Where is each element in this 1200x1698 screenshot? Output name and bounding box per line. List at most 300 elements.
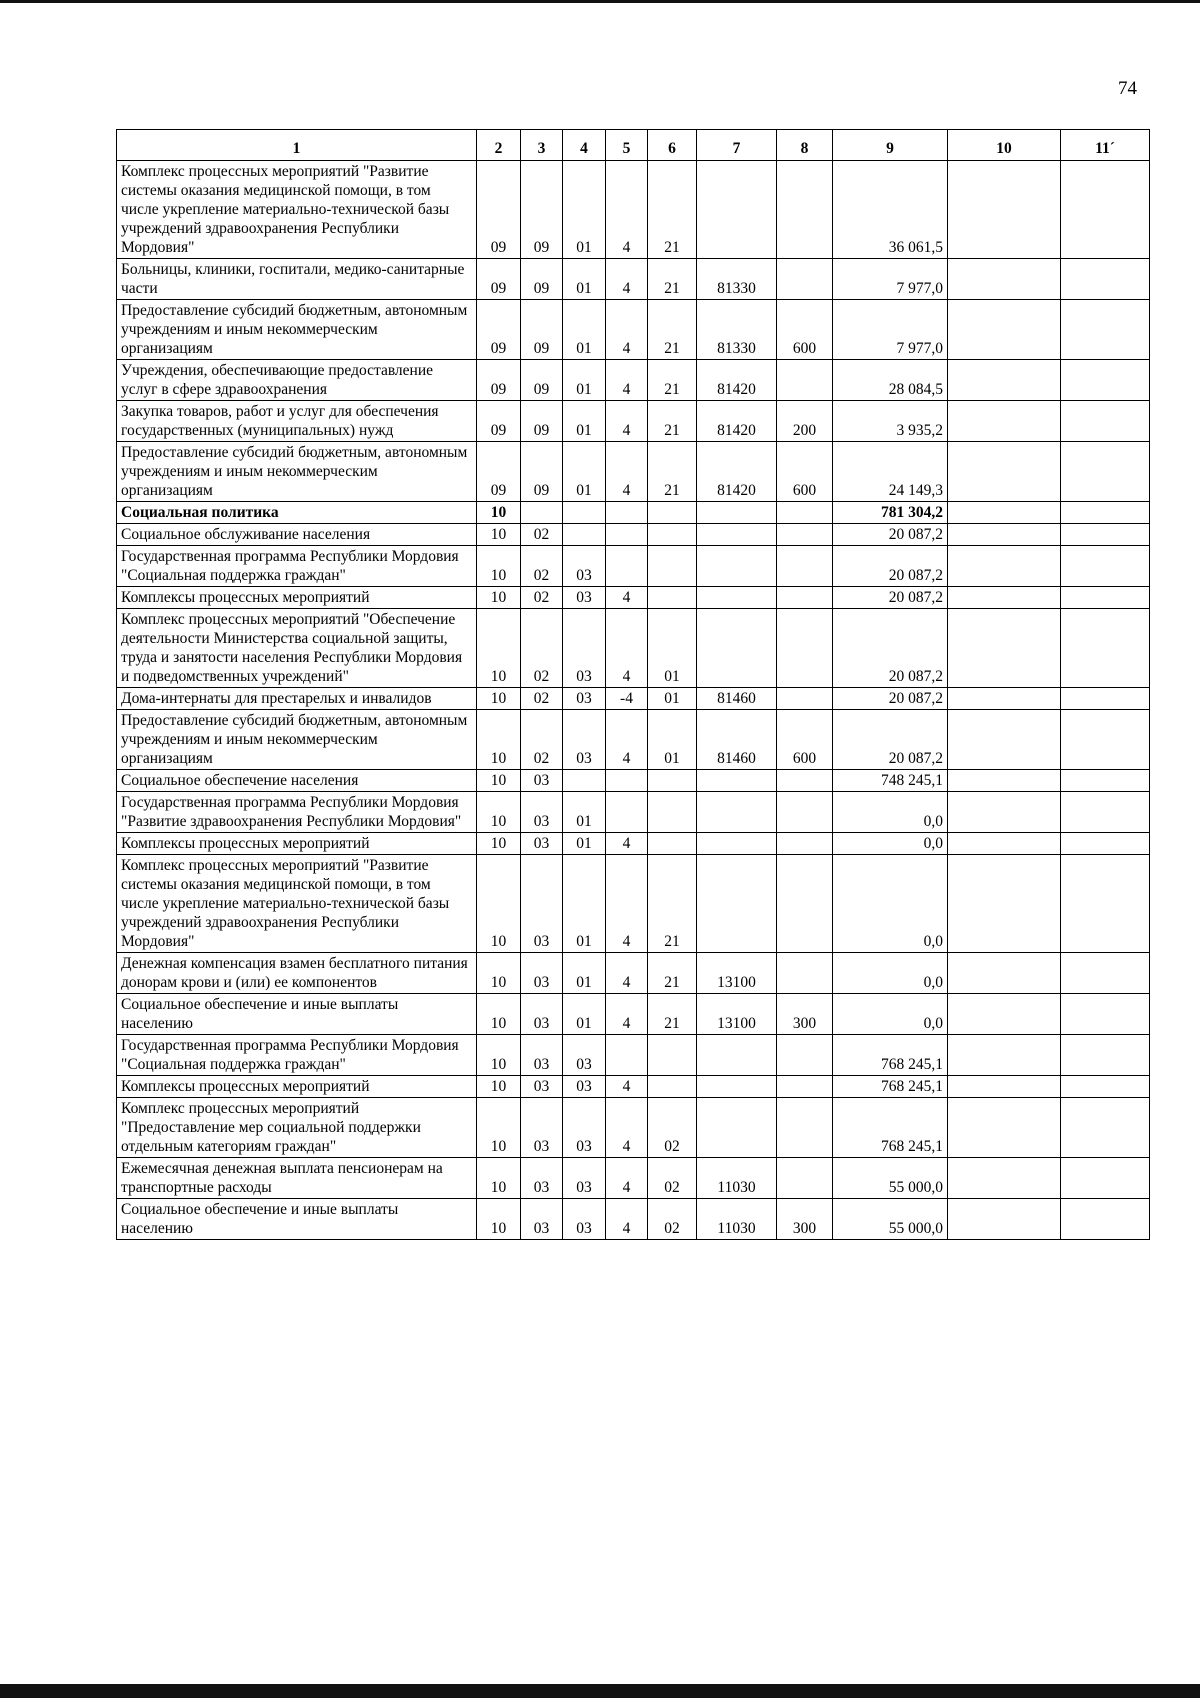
code-cell: 09 [521, 360, 563, 401]
code-cell: 81330 [697, 259, 777, 300]
code-cell: 21 [648, 855, 697, 953]
row-name-cell: Государственная программа Республики Мордовия "Развитие здравоохранения Республики Мордовия" [117, 792, 477, 833]
empty-cell [1061, 587, 1150, 609]
table-row [117, 442, 1150, 502]
header-row [117, 130, 1150, 161]
code-cell: 03 [521, 1035, 563, 1076]
code-cell: 200 [777, 401, 833, 442]
header-cell: 2 [477, 130, 521, 161]
scan-bottom-edge [0, 1684, 1200, 1698]
empty-cell [1061, 1158, 1150, 1199]
code-cell: 10 [477, 609, 521, 688]
amount-cell: 7 977,0 [833, 300, 948, 360]
code-cell [606, 770, 648, 792]
amount-cell: 768 245,1 [833, 1035, 948, 1076]
code-cell [648, 770, 697, 792]
empty-cell [1061, 792, 1150, 833]
budget-table [116, 129, 1150, 1240]
code-cell: 09 [477, 442, 521, 502]
code-cell: 300 [777, 1199, 833, 1240]
code-cell [777, 1035, 833, 1076]
code-cell [697, 792, 777, 833]
code-cell: 21 [648, 259, 697, 300]
table-row [117, 1199, 1150, 1240]
empty-cell [948, 524, 1061, 546]
code-cell: 10 [477, 1158, 521, 1199]
code-cell: 03 [521, 1098, 563, 1158]
amount-cell: 55 000,0 [833, 1158, 948, 1199]
row-name-cell: Государственная программа Республики Мордовия "Социальная поддержка граждан" [117, 546, 477, 587]
code-cell: 09 [477, 401, 521, 442]
code-cell [777, 524, 833, 546]
empty-cell [948, 502, 1061, 524]
code-cell: 02 [521, 587, 563, 609]
table-row [117, 300, 1150, 360]
row-name-cell: Предоставление субсидий бюджетным, автономным учреждениям и иным некоммерческим организациям [117, 300, 477, 360]
code-cell [648, 1076, 697, 1098]
row-name-cell: Комплексы процессных мероприятий [117, 587, 477, 609]
code-cell: 01 [648, 688, 697, 710]
code-cell: 01 [648, 609, 697, 688]
code-cell [697, 1035, 777, 1076]
row-name-cell: Комплексы процессных мероприятий [117, 833, 477, 855]
code-cell [648, 1035, 697, 1076]
empty-cell [948, 833, 1061, 855]
code-cell: 10 [477, 1098, 521, 1158]
row-name-cell: Больницы, клиники, госпитали, медико-санитарные части [117, 259, 477, 300]
code-cell: 01 [563, 792, 606, 833]
code-cell: 03 [563, 1199, 606, 1240]
code-cell: 300 [777, 994, 833, 1035]
code-cell [777, 587, 833, 609]
table-body [117, 161, 1150, 1240]
row-name-cell: Социальное обеспечение и иные выплаты населению [117, 1199, 477, 1240]
code-cell [697, 587, 777, 609]
code-cell [777, 161, 833, 259]
code-cell: 03 [521, 1076, 563, 1098]
code-cell: 81420 [697, 401, 777, 442]
code-cell [697, 524, 777, 546]
code-cell [777, 259, 833, 300]
code-cell [563, 770, 606, 792]
code-cell: 21 [648, 442, 697, 502]
code-cell [777, 502, 833, 524]
code-cell: 4 [606, 1158, 648, 1199]
table-row [117, 1076, 1150, 1098]
empty-cell [1061, 442, 1150, 502]
header-cell: 4 [563, 130, 606, 161]
table-row [117, 710, 1150, 770]
code-cell: 09 [521, 401, 563, 442]
code-cell [563, 502, 606, 524]
code-cell: 03 [521, 1158, 563, 1199]
code-cell: 02 [648, 1199, 697, 1240]
code-cell: 4 [606, 855, 648, 953]
code-cell: 10 [477, 502, 521, 524]
header-cell: 5 [606, 130, 648, 161]
code-cell [648, 792, 697, 833]
code-cell: 10 [477, 953, 521, 994]
code-cell [777, 546, 833, 587]
amount-cell: 36 061,5 [833, 161, 948, 259]
code-cell [648, 524, 697, 546]
empty-cell [1061, 300, 1150, 360]
amount-cell: 20 087,2 [833, 524, 948, 546]
code-cell [697, 502, 777, 524]
code-cell: 09 [521, 161, 563, 259]
page-number: 74 [1118, 78, 1137, 99]
code-cell: 09 [521, 259, 563, 300]
code-cell: 09 [477, 259, 521, 300]
table-row [117, 833, 1150, 855]
code-cell: 4 [606, 161, 648, 259]
row-name-cell: Ежемесячная денежная выплата пенсионерам на транспортные расходы [117, 1158, 477, 1199]
code-cell: 03 [521, 833, 563, 855]
code-cell: 21 [648, 161, 697, 259]
code-cell [697, 161, 777, 259]
code-cell: 600 [777, 710, 833, 770]
empty-cell [1061, 1035, 1150, 1076]
code-cell: 03 [521, 953, 563, 994]
code-cell [697, 546, 777, 587]
empty-cell [948, 587, 1061, 609]
amount-cell: 0,0 [833, 994, 948, 1035]
amount-cell: 20 087,2 [833, 710, 948, 770]
header-cell: 10 [948, 130, 1061, 161]
code-cell: 81420 [697, 360, 777, 401]
code-cell [648, 502, 697, 524]
code-cell [777, 609, 833, 688]
empty-cell [1061, 994, 1150, 1035]
code-cell: 03 [563, 688, 606, 710]
row-name-cell: Комплекс процессных мероприятий "Предоставление мер социальной поддержки отдельным категориям граждан" [117, 1098, 477, 1158]
empty-cell [1061, 524, 1150, 546]
code-cell: 600 [777, 442, 833, 502]
table-row [117, 792, 1150, 833]
table-row [117, 994, 1150, 1035]
amount-cell: 20 087,2 [833, 609, 948, 688]
code-cell: 02 [648, 1158, 697, 1199]
code-cell: 10 [477, 792, 521, 833]
empty-cell [948, 770, 1061, 792]
code-cell: 4 [606, 442, 648, 502]
amount-cell: 20 087,2 [833, 587, 948, 609]
code-cell: 600 [777, 300, 833, 360]
code-cell [697, 833, 777, 855]
table-row [117, 855, 1150, 953]
amount-cell: 748 245,1 [833, 770, 948, 792]
code-cell [697, 1098, 777, 1158]
code-cell [648, 546, 697, 587]
empty-cell [948, 1035, 1061, 1076]
code-cell: 10 [477, 524, 521, 546]
empty-cell [948, 401, 1061, 442]
row-name-cell: Социальное обеспечение и иные выплаты населению [117, 994, 477, 1035]
empty-cell [1061, 546, 1150, 587]
code-cell [606, 502, 648, 524]
code-cell: 10 [477, 710, 521, 770]
header-cell: 11´ [1061, 130, 1150, 161]
code-cell: 4 [606, 953, 648, 994]
code-cell: 4 [606, 994, 648, 1035]
code-cell: 09 [477, 300, 521, 360]
code-cell [777, 770, 833, 792]
code-cell: 02 [648, 1098, 697, 1158]
empty-cell [948, 792, 1061, 833]
code-cell: 03 [521, 1199, 563, 1240]
code-cell [777, 1158, 833, 1199]
code-cell [648, 587, 697, 609]
code-cell: 09 [477, 360, 521, 401]
code-cell: 03 [521, 792, 563, 833]
header-cell: 8 [777, 130, 833, 161]
code-cell: 4 [606, 1076, 648, 1098]
empty-cell [1061, 360, 1150, 401]
code-cell: 21 [648, 994, 697, 1035]
code-cell [563, 524, 606, 546]
code-cell: 10 [477, 1199, 521, 1240]
code-cell [697, 770, 777, 792]
table-row [117, 360, 1150, 401]
code-cell [648, 833, 697, 855]
empty-cell [948, 300, 1061, 360]
code-cell: 13100 [697, 953, 777, 994]
code-cell [521, 502, 563, 524]
amount-cell: 24 149,3 [833, 442, 948, 502]
code-cell [777, 953, 833, 994]
code-cell [697, 855, 777, 953]
code-cell: 03 [563, 1035, 606, 1076]
code-cell: 01 [563, 953, 606, 994]
code-cell: 81330 [697, 300, 777, 360]
code-cell [777, 1098, 833, 1158]
code-cell: 10 [477, 770, 521, 792]
code-cell: 03 [563, 1098, 606, 1158]
header-cell: 6 [648, 130, 697, 161]
code-cell: 01 [648, 710, 697, 770]
code-cell: 4 [606, 401, 648, 442]
code-cell: 10 [477, 833, 521, 855]
code-cell: 01 [563, 855, 606, 953]
code-cell: 03 [521, 770, 563, 792]
empty-cell [948, 994, 1061, 1035]
empty-cell [948, 546, 1061, 587]
code-cell [777, 855, 833, 953]
code-cell: 03 [563, 1158, 606, 1199]
code-cell [606, 546, 648, 587]
table-row [117, 587, 1150, 609]
empty-cell [948, 161, 1061, 259]
empty-cell [948, 259, 1061, 300]
empty-cell [948, 1158, 1061, 1199]
code-cell: 11030 [697, 1199, 777, 1240]
code-cell: 10 [477, 688, 521, 710]
code-cell: 01 [563, 161, 606, 259]
code-cell: 81460 [697, 710, 777, 770]
code-cell: 01 [563, 833, 606, 855]
amount-cell: 55 000,0 [833, 1199, 948, 1240]
code-cell [777, 1076, 833, 1098]
code-cell: 10 [477, 1076, 521, 1098]
header-cell: 9 [833, 130, 948, 161]
row-name-cell: Учреждения, обеспечивающие предоставление услуг в сфере здравоохранения [117, 360, 477, 401]
code-cell: 11030 [697, 1158, 777, 1199]
amount-cell: 768 245,1 [833, 1098, 948, 1158]
row-name-cell: Предоставление субсидий бюджетным, автономным учреждениям и иным некоммерческим организациям [117, 442, 477, 502]
code-cell: 21 [648, 300, 697, 360]
code-cell [777, 792, 833, 833]
code-cell: 01 [563, 259, 606, 300]
code-cell: 03 [563, 1076, 606, 1098]
code-cell: 03 [563, 609, 606, 688]
empty-cell [1061, 953, 1150, 994]
table-row [117, 524, 1150, 546]
amount-cell: 20 087,2 [833, 688, 948, 710]
code-cell: 01 [563, 994, 606, 1035]
code-cell: 4 [606, 259, 648, 300]
header-cell: 7 [697, 130, 777, 161]
row-name-cell: Социальное обслуживание населения [117, 524, 477, 546]
code-cell: 21 [648, 360, 697, 401]
empty-cell [948, 1076, 1061, 1098]
code-cell: 10 [477, 1035, 521, 1076]
table-row [117, 688, 1150, 710]
code-cell: 02 [521, 609, 563, 688]
amount-cell: 28 084,5 [833, 360, 948, 401]
code-cell: 02 [521, 710, 563, 770]
amount-cell: 0,0 [833, 953, 948, 994]
code-cell: 03 [563, 587, 606, 609]
code-cell: 4 [606, 609, 648, 688]
empty-cell [948, 609, 1061, 688]
amount-cell: 0,0 [833, 833, 948, 855]
table-row [117, 502, 1150, 524]
code-cell: 09 [477, 161, 521, 259]
empty-cell [948, 855, 1061, 953]
row-name-cell: Дома-интернаты для престарелых и инвалидов [117, 688, 477, 710]
code-cell: 21 [648, 401, 697, 442]
empty-cell [1061, 1199, 1150, 1240]
empty-cell [1061, 609, 1150, 688]
scan-top-edge [0, 0, 1200, 3]
header-cell: 3 [521, 130, 563, 161]
code-cell [777, 688, 833, 710]
code-cell: 02 [521, 546, 563, 587]
code-cell: 4 [606, 1098, 648, 1158]
table-row [117, 546, 1150, 587]
empty-cell [948, 953, 1061, 994]
amount-cell: 3 935,2 [833, 401, 948, 442]
empty-cell [1061, 710, 1150, 770]
code-cell: 09 [521, 442, 563, 502]
code-cell: 01 [563, 442, 606, 502]
code-cell: 4 [606, 710, 648, 770]
row-name-cell: Денежная компенсация взамен бесплатного питания донорам крови и (или) ее компонентов [117, 953, 477, 994]
code-cell: 01 [563, 401, 606, 442]
code-cell: 03 [521, 994, 563, 1035]
empty-cell [1061, 401, 1150, 442]
code-cell: 10 [477, 994, 521, 1035]
empty-cell [948, 360, 1061, 401]
code-cell: -4 [606, 688, 648, 710]
code-cell [777, 360, 833, 401]
table-row [117, 1035, 1150, 1076]
empty-cell [948, 710, 1061, 770]
row-name-cell: Государственная программа Республики Мордовия "Социальная поддержка граждан" [117, 1035, 477, 1076]
empty-cell [1061, 502, 1150, 524]
table-row [117, 1158, 1150, 1199]
code-cell [777, 833, 833, 855]
code-cell [606, 792, 648, 833]
code-cell: 81460 [697, 688, 777, 710]
table-row [117, 609, 1150, 688]
code-cell [606, 1035, 648, 1076]
empty-cell [1061, 688, 1150, 710]
empty-cell [1061, 770, 1150, 792]
amount-cell: 7 977,0 [833, 259, 948, 300]
code-cell: 13100 [697, 994, 777, 1035]
empty-cell [948, 1199, 1061, 1240]
row-name-cell: Предоставление субсидий бюджетным, автономным учреждениям и иным некоммерческим организациям [117, 710, 477, 770]
table-row [117, 401, 1150, 442]
table-row [117, 953, 1150, 994]
amount-cell: 0,0 [833, 855, 948, 953]
row-name-cell: Комплексы процессных мероприятий [117, 1076, 477, 1098]
code-cell [697, 609, 777, 688]
empty-cell [948, 1098, 1061, 1158]
empty-cell [948, 688, 1061, 710]
row-name-cell: Закупка товаров, работ и услуг для обеспечения государственных (муниципальных) нужд [117, 401, 477, 442]
amount-cell: 20 087,2 [833, 546, 948, 587]
empty-cell [1061, 855, 1150, 953]
row-name-cell: Социальное обеспечение населения [117, 770, 477, 792]
amount-cell: 0,0 [833, 792, 948, 833]
code-cell: 21 [648, 953, 697, 994]
code-cell: 02 [521, 688, 563, 710]
empty-cell [1061, 161, 1150, 259]
empty-cell [1061, 833, 1150, 855]
code-cell: 10 [477, 546, 521, 587]
code-cell: 4 [606, 833, 648, 855]
code-cell: 10 [477, 855, 521, 953]
amount-cell: 781 304,2 [833, 502, 948, 524]
code-cell: 01 [563, 300, 606, 360]
code-cell: 01 [563, 360, 606, 401]
code-cell: 10 [477, 587, 521, 609]
empty-cell [948, 442, 1061, 502]
amount-cell: 768 245,1 [833, 1076, 948, 1098]
table-row [117, 259, 1150, 300]
table-row [117, 1098, 1150, 1158]
code-cell [606, 524, 648, 546]
table-row [117, 770, 1150, 792]
empty-cell [1061, 259, 1150, 300]
code-cell: 4 [606, 300, 648, 360]
empty-cell [1061, 1098, 1150, 1158]
code-cell: 4 [606, 587, 648, 609]
row-name-cell: Социальная политика [117, 502, 477, 524]
row-name-cell: Комплекс процессных мероприятий "Развитие системы оказания медицинской помощи, в том числе укрепление материально-технической базы учреждений здравоохранения Республики Мордовия" [117, 161, 477, 259]
code-cell: 4 [606, 1199, 648, 1240]
code-cell [697, 1076, 777, 1098]
code-cell: 09 [521, 300, 563, 360]
code-cell: 02 [521, 524, 563, 546]
header-cell: 1 [117, 130, 477, 161]
code-cell: 81420 [697, 442, 777, 502]
empty-cell [1061, 1076, 1150, 1098]
code-cell: 03 [563, 546, 606, 587]
row-name-cell: Комплекс процессных мероприятий "Развитие системы оказания медицинской помощи, в том числе укрепление материально-технической базы учреждений здравоохранения Республики Мордовия" [117, 855, 477, 953]
